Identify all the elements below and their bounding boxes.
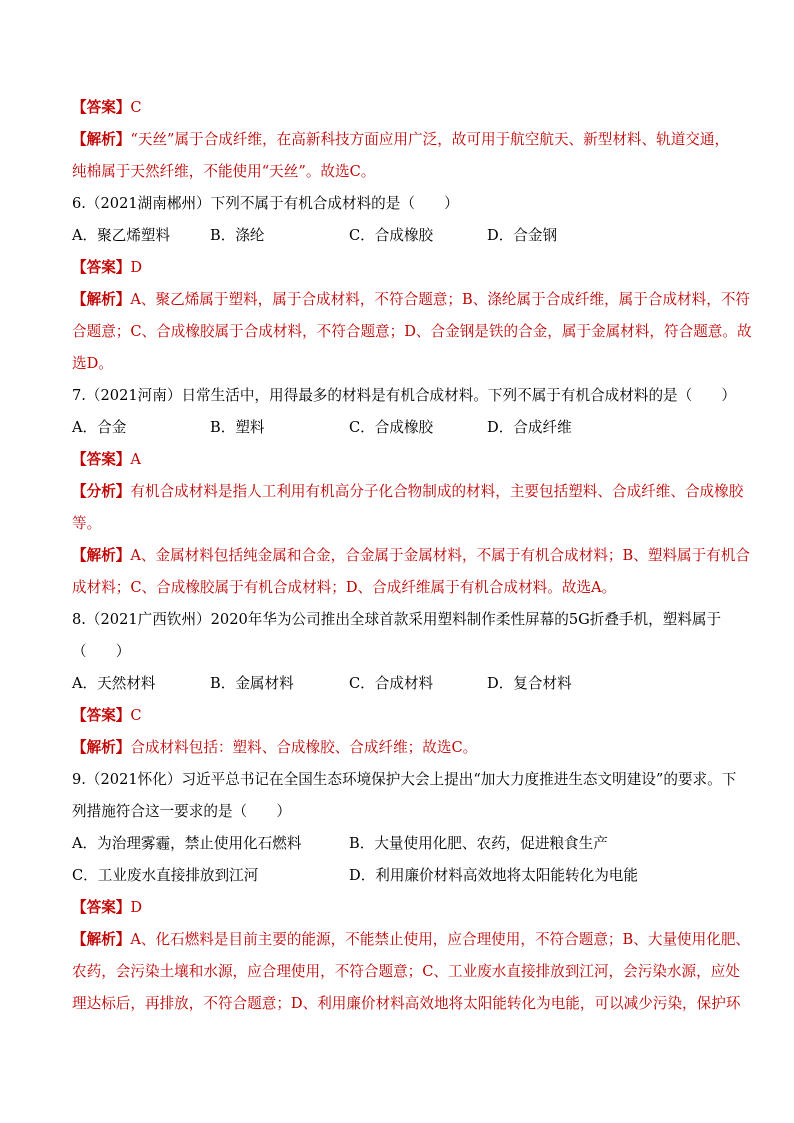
explanation-text: A、化石燃料是目前主要的能源，不能禁止使用，应合理使用，不符合题意；B、大量使用化肥、 (130, 931, 751, 948)
question-6: 6.（2021湖南郴州）下列不属于有机合成材料的是（ ） (72, 195, 459, 212)
explanation-text-cont: 纯棉属于天然纤维，不能使用“天丝”。故选C。 (72, 163, 376, 180)
analysis-line (72, 482, 744, 502)
explanation-tag: 【解析】 (72, 547, 131, 564)
option-b: B．大量使用化肥、农药，促进粮食生产 (349, 835, 608, 852)
explanation-text: A、金属材料包括纯金属和合金，合金属于金属材料，不属于有机合成材料；B、塑料属于有机合 (130, 547, 751, 564)
explanation-text: “天丝”属于合成纤维，在高新科技方面应用广泛，故可用于航空航天、新型材料、轨道交通， (130, 131, 730, 148)
question-9-options-row2 (72, 866, 722, 886)
explanation-text-cont: 农药，会污染土壤和水源，应合理使用，不符合题意；C、工业废水直接排放到江河，会污染水源，应处 (72, 963, 740, 980)
answer-text: D (130, 259, 143, 276)
question-6-options (72, 226, 722, 246)
option-c: C．工业废水直接排放到江河 (72, 867, 259, 884)
answer-tag: 【答案】 (72, 707, 131, 724)
option-c: C．合成橡胶 (349, 419, 434, 436)
answer-text: C (130, 99, 142, 116)
option-d: D．合金钢 (487, 227, 558, 244)
answer-line (72, 98, 722, 118)
explanation-line (72, 930, 751, 950)
option-d: D．合成纤维 (487, 419, 572, 436)
answer-tag: 【答案】 (72, 99, 131, 116)
explanation-tag: 【解析】 (72, 739, 131, 756)
answer-tag: 【答案】 (72, 899, 131, 916)
explanation-text: 合成材料包括：塑料、合成橡胶、合成纤维；故选C。 (130, 739, 478, 756)
option-c: C．合成材料 (349, 675, 434, 692)
explanation-text-cont: 合题意；C、合成橡胶属于合成材料，不符合题意；D、合金钢是铁的合金，属于金属材料，符合题意。故 (72, 323, 752, 340)
explanation-tag: 【解析】 (72, 931, 131, 948)
answer-tag: 【答案】 (72, 451, 131, 468)
question-8-cont: （ ） (72, 643, 131, 660)
explanation-text-cont: 理达标后，再排放，不符合题意；D、利用廉价材料高效地将太阳能转化为电能，可以减少污染，保护环 (72, 995, 741, 1012)
explanation-text-cont: 选D。 (72, 355, 113, 372)
option-b: B．塑料 (210, 419, 265, 436)
answer-line (72, 898, 722, 918)
question-9-cont: 列措施符合这一要求的是（ ） (72, 803, 291, 820)
explanation-tag: 【解析】 (72, 291, 131, 308)
option-a: A．合金 (72, 419, 127, 436)
answer-tag: 【答案】 (72, 259, 131, 276)
option-a: A．为治理雾霾，禁止使用化石燃料 (72, 835, 302, 852)
explanation-line (72, 738, 722, 758)
question-8: 8.（2021广西钦州）2020年华为公司推出全球首款采用塑料制作柔性屏幕的5G折叠手机，塑料属于 (72, 611, 722, 628)
question-9: 9.（2021怀化）习近平总书记在全国生态环境保护大会上提出“加大力度推进生态文明建设”的要求。下 (72, 771, 737, 788)
explanation-line (72, 130, 730, 150)
question-7-options (72, 418, 722, 438)
question-9-options-row1 (72, 834, 722, 854)
question-7: 7.（2021河南）日常生活中，用得最多的材料是有机合成材料。下列不属于有机合成材料的是（ ） (72, 387, 737, 404)
answer-text: D (130, 899, 143, 916)
analysis-tag: 【分析】 (72, 483, 131, 500)
question-8-options (72, 674, 722, 694)
explanation-text-cont: 成材料；C、合成橡胶属于有机合成材料；D、合成纤维属于有机合成材料。故选A。 (72, 579, 617, 596)
explanation-text: A、聚乙烯属于塑料，属于合成材料，不符合题意；B、涤纶属于合成纤维，属于合成材料，不符 (130, 291, 751, 308)
option-a: A．聚乙烯塑料 (72, 227, 171, 244)
answer-line (72, 450, 722, 470)
option-d: D．利用廉价材料高效地将太阳能转化为电能 (349, 867, 638, 884)
analysis-text-cont: 等。 (72, 515, 102, 532)
option-d: D．复合材料 (487, 675, 572, 692)
analysis-text: 有机合成材料是指人工利用有机高分子化合物制成的材料，主要包括塑料、合成纤维、合成橡胶 (130, 483, 744, 500)
option-c: C．合成橡胶 (349, 227, 434, 244)
answer-text: C (130, 707, 142, 724)
explanation-line (72, 290, 751, 310)
option-b: B．涤纶 (210, 227, 265, 244)
explanation-line (72, 546, 751, 566)
answer-line (72, 706, 722, 726)
option-b: B．金属材料 (210, 675, 294, 692)
document-page (72, 98, 752, 1014)
answer-line (72, 258, 722, 278)
option-a: A．天然材料 (72, 675, 156, 692)
explanation-tag: 【解析】 (72, 131, 131, 148)
answer-text: A (130, 451, 141, 468)
